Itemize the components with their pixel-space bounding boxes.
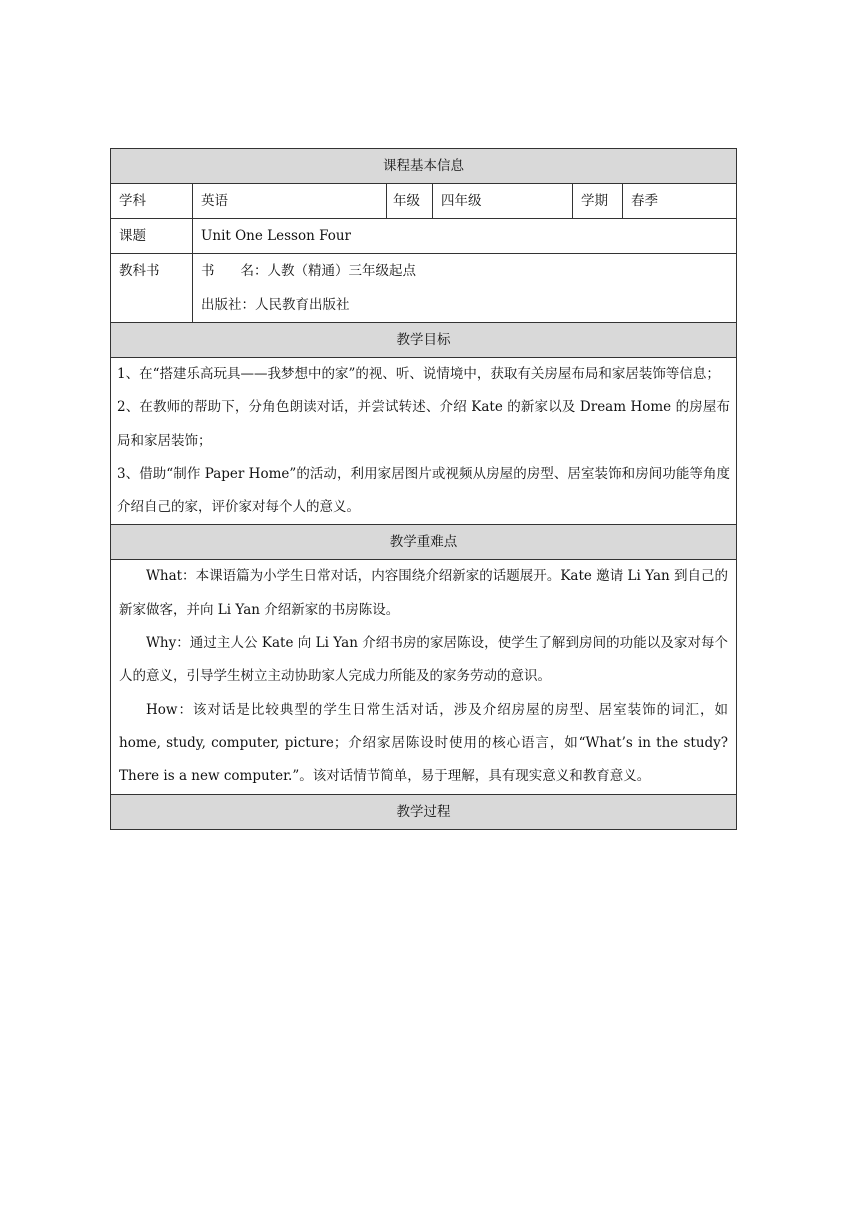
subject-row <box>111 184 737 219</box>
topic-value: Unit One Lesson Four <box>193 219 737 254</box>
textbook-value-cell <box>193 254 737 323</box>
subject-value: 英语 <box>193 184 387 219</box>
term-label: 学期 <box>573 184 623 219</box>
basic-info-title: 课程基本信息 <box>111 149 737 184</box>
objectives-header-row <box>111 323 737 358</box>
key-points-title: 教学重难点 <box>111 525 737 560</box>
textbook-label-cell <box>111 254 193 323</box>
grade-label: 年级 <box>387 184 433 219</box>
grade-value: 四年级 <box>433 184 573 219</box>
key-points-cell <box>111 560 737 794</box>
textbook-name-label: 书 <box>201 263 215 279</box>
objective-item-3: 3、借助“制作 Paper Home”的活动，利用家居图片或视频从房屋的房型、居室装饰和房间功能等角度介绍自己的家，评价家对每个人的意义。 <box>117 465 731 516</box>
key-points-row <box>111 560 737 794</box>
term-value: 春季 <box>623 184 737 219</box>
objective-item-2: 2、在教师的帮助下，分角色朗读对话，并尝试转述、介绍 Kate 的新家以及 Dream Home 的房屋布局和家居装饰； <box>117 399 731 449</box>
key-point-what: What：本课语篇为小学生日常对话，内容围绕介绍新家的话题展开。Kate 邀请 Li Yan 到自己的新家做客，并向 Li Yan 介绍新家的书房陈设。 <box>119 568 729 618</box>
objectives-cell <box>111 358 737 525</box>
objectives-row <box>111 358 737 525</box>
textbook-name-line <box>201 254 728 288</box>
objectives-title: 教学目标 <box>111 323 737 358</box>
textbook-label: 教科书 <box>119 263 160 279</box>
key-points-header-row <box>111 525 737 560</box>
textbook-row <box>111 254 737 323</box>
textbook-name-value: 人教（精通）三年级起点 <box>267 263 416 279</box>
publisher-line: 出版社：人民教育出版社 <box>201 297 350 313</box>
key-point-how: How：该对话是比较典型的学生日常生活对话，涉及介绍房屋的房型、居室装饰的词汇，如 home, study, computer, picture；介绍家居陈设时使用的核心语言，如“What’s in the study? There is a new computer.”。该对话情节简单，易于理解，具有现实意义和教育意义。 <box>119 701 729 785</box>
topic-label: 课题 <box>111 219 193 254</box>
subject-label: 学科 <box>111 184 193 219</box>
textbook-name-label-2: 名： <box>240 263 268 279</box>
objective-item-1: 1、在“搭建乐高玩具——我梦想中的家”的视、听、说情境中，获取有关房屋布局和家居装饰等信息； <box>117 366 720 382</box>
process-header-row <box>111 794 737 829</box>
topic-row <box>111 219 737 254</box>
basic-info-header-row <box>111 149 737 184</box>
process-title: 教学过程 <box>111 794 737 829</box>
key-point-why: Why：通过主人公 Kate 向 Li Yan 介绍书房的家居陈设，使学生了解到房间的功能以及家对每个人的意义，引导学生树立主动协助家人完成力所能及的家务劳动的意识。 <box>119 635 729 685</box>
lesson-plan-table <box>110 148 737 830</box>
